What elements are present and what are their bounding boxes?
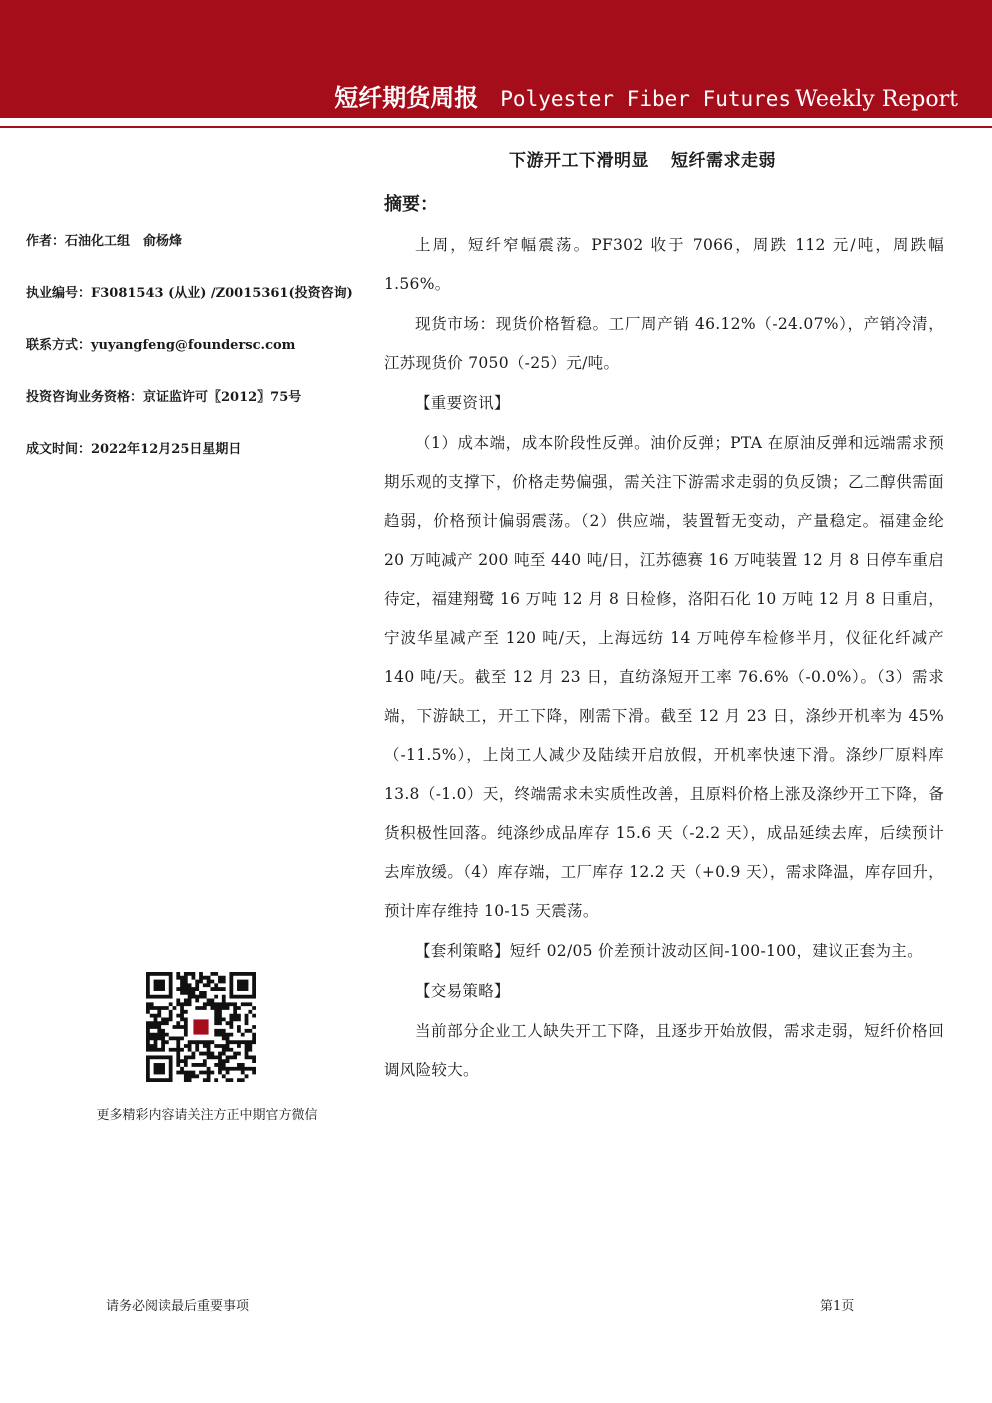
report-title-en-part2: Weekly Report bbox=[795, 87, 958, 112]
abstract-heading: 摘要： bbox=[384, 194, 438, 215]
document-title-part1: 下游开工下滑明显 bbox=[509, 151, 649, 171]
publish-date-line: 成文时间：2022年12月25日星期日 bbox=[26, 442, 242, 457]
section-heading-trading-strategy: 【交易策略】 bbox=[415, 982, 510, 1000]
abstract-paragraph: （1）成本端，成本阶段性反弹。油价反弹；PTA 在原油反弹和远端需求预期乐观的支撑下，价格走势偏强，需关注下游需求走弱的负反馈；乙二醇供需面趋弱，价格预计偏弱震荡。（2）供应端，装置暂无变动，产量稳定。福建金纶 20 万吨减产 200 吨至 440 吨/日，江苏德赛 16 万吨装置 12 月 8 日停车重启待定，福建翔鹭 16 万吨 12 月 8 日检修，洛阳石化 10 万吨 12 月 8 日重启，宁波华星减产至 120 吨/天，上海远纺 14 万吨停车检修半月，仪征化纤减产 140 吨/天。截至 12 月 23 日，直纺涤短开工率 76.6%（-0.0%）。（3）需求端，下游缺工，开工下降，刚需下滑。截至 12 月 23 日，涤纱开机率为 45%（-11.5%），上岗工人减少及陆续开启放假，开机率快速下滑。涤纱厂原料库 13.8（-1.0）天，终端需求未实质性改善，且原料价格上涨及涤纱开工下降，备货积极性回落。纯涤纱成品库存 15.6 天（-2.2 天），成品延续去库，后续预计去库放缓。（4）库存端，工厂库存 12.2 天（+0.9 天），需求降温，库存回升，预计库存维持 10-15 天震荡。 bbox=[384, 434, 944, 920]
contact-email-line: 联系方式：yuyangfeng@foundersc.com bbox=[26, 338, 296, 353]
qr-caption: 更多精彩内容请关注方正中期官方微信 bbox=[96, 1108, 318, 1123]
qualification-line: 投资咨询业务资格：京证监许可〖2012〗75号 bbox=[26, 390, 302, 405]
trading-strategy-paragraph: 当前部分企业工人缺失开工下降，且逐步开始放假，需求走弱，短纤价格回调风险较大。 bbox=[384, 1022, 944, 1079]
footer-disclaimer-notice: 请务必阅读最后重要事项 bbox=[106, 1299, 250, 1314]
abstract-paragraph: 现货市场：现货价格暂稳。工厂周产销 46.12%（-24.07%），产销冷清，江苏现货价 7050（-25）元/吨。 bbox=[384, 315, 944, 372]
report-title-cn: 短纤期货周报 bbox=[334, 84, 479, 112]
section-heading-key-news: 【重要资讯】 bbox=[415, 394, 510, 412]
arbitrage-strategy-paragraph: 【套利策略】短纤 02/05 价差预计波动区间-100-100，建议正套为主。 bbox=[415, 942, 923, 960]
author-info-sidebar bbox=[26, 232, 366, 492]
report-title-en-part1: Polyester Fiber Futures bbox=[500, 87, 792, 111]
wechat-qr-code-icon bbox=[146, 972, 256, 1082]
abstract-section bbox=[384, 190, 944, 1091]
abstract-paragraph: 上周，短纤窄幅震荡。PF302 收于 7066，周跌 112 元/吨，周跌幅 1.56%。 bbox=[384, 236, 944, 293]
document-title bbox=[509, 146, 929, 171]
report-header-title bbox=[334, 80, 958, 116]
author-line: 作者：石油化工组 俞杨烽 bbox=[26, 234, 183, 249]
header-divider bbox=[0, 126, 992, 128]
license-number-line: 执业编号：F3081543 (从业) /Z0015361(投资咨询) bbox=[26, 286, 353, 301]
page-number: 第1页 bbox=[820, 1299, 855, 1314]
document-title-part2: 短纤需求走弱 bbox=[671, 151, 776, 171]
